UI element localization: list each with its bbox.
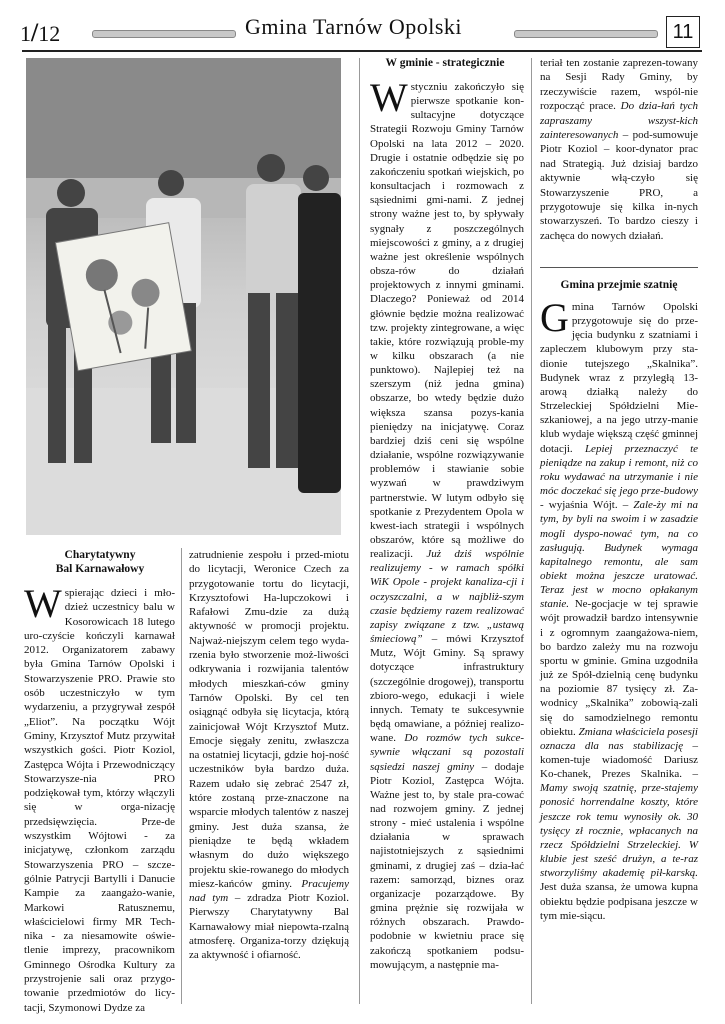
header-bar-left (92, 30, 236, 38)
header-bar-right (514, 30, 658, 38)
column-divider (181, 548, 182, 1004)
article-title: Gmina przejmie szatnię (560, 279, 678, 291)
header-rule (22, 50, 702, 52)
article-column: zatrudnienie zespołu i przed-miotu do licytacji, Weronice Czech za przygotowanie tortu do licytacji, Krzysztofowi Ha-lupczokowi i Rafałowi Zmu-dzie za dużą aktywność w promocji projektu. Najważ-niejszym celem tego wyda-rzenia było stworzenie moż-liwości odkrywania i rozwijania talentów młodych mieszkań-ców gminy Tarnów Opolski. By cel ten osiągnąć odbyła się licytacja, którą zainicjował Wójt Krzysztof Mutz. Emocje sięgały zenitu, zwłaszcza na ostatniej licytacji, gdzie hoj-ność uczestników była bardzo duża. Razem udało się zebrać 2547 zł, które zostaną prze-znaczone na wsparcie młodych talentów z naszej gminy. Jest duża szansa, że pieniądze te będą wkładem własnym do dużo większego projektu skie-rowanego do młodych miesz-kańców gminy. Pracujemy nad tym – zdradza Piotr Koziol. Pierwszy Charytatywny Bal Karnawałowy miał niepowta-rzalną atmosferę. Organiza-torzy dziękują za aktywność i ofiarność. (189, 549, 349, 962)
article-column: Wstyczniu zakończyło się pierwsze spotkanie kon-sultacyjne dotyczące Strategii Rozwoju Gminy Tarnów Opolski na lata 2012 – 2020. Drugie i ostatnie odbędzie się po zakończeniu spotkań wiejskich, po konsultacjach i rozmowach z sąsiednimi gmi-nami. Z jednej strony ważne jest to, by spływały sygnały z poszczególnych miejscowości z gminy, a z drugiej ważne jest określenie wspólnych obsza-rów do działań projektowych z innymi gminami. Dlaczego? Ponieważ od 2014 głównie będzie można realizować tzw. projekty zintegrowane, a więc takie, które rozwiązują proble-my w kilku obszarach (a nie punktowo). Najlepiej też na szerszym (niż jedna gmina) obszarze, bo wtedy będzie dużo większa szansa pozys-kania pieniędzy na inicjatywę. Coraz bardziej dziś ceni się wspólne działanie, wspólne rozwiązywanie problemów i stawianie sobie wyzwań w prawdziwym partnerstwie. W lutym odbyło się spotkanie z Prezydentem Opola w kwest-iach strategii i wspólnych obszarów, które są możliwe do realizacji. Już dziś wspólnie realizujemy - w ramach spółki WiK Opole - projekt kanaliza-cji i oczyszczalni, a w najbliż-szym czasie będziemy razem realizować zapisy związane z tzw. „ustawą śmieciową” – mówi Krzysztof Mutz, Wójt Gminy. Są sprawy dotyczące infrastruktury (szczególnie drogowej), transportu zbioro-wego, edukacji i wiele innych. Tematy te sukcesywnie będą omawiane, a później realizo-wane. Do rozmów tych sukce-sywnie włączani są pozostali sąsiedzi naszej gminy – dodaje Piotr Koziol, Zastępca Wójta. Ważne jest to, by stale pra-cować nad rozwojem gminy. Z jednej strony - mieć ustalenia i wspólne działania w sprawach najistotniejszych z sąsiednimi gminami, z drugiej zaś – dzia-łać razem: samorząd, biznes oraz organizacje pozarządowe. By gmina prężnie się rozwijała w różnych obszarach. Prawdo-podobnie w kwietniu prace się zakończą spotkaniem podsu-mowującym, a następnie ma- (370, 75, 525, 971)
column-divider (531, 58, 532, 1004)
article-separator (540, 267, 698, 268)
event-photo (26, 58, 341, 535)
page-number: 11 (666, 16, 700, 48)
article-column: Wspierając dzieci i mło-dzież uczestnicy balu w Kosorowicach 18 lutego uro-czyście kończyli karnawał 2012. Organizatorem zabawy była Gmina Tarnów Opolski i Stowarzyszenie PRO. Prawie sto osób uczestniczyło w tym wydarzeniu, a przygrywał zespół „Eliot”. Na początku Wójt Gminy, Krzysztof Mutz przywitał wszystkich gości. Piotr Koziol, Zastępca Wójta i Przewodniczący Stowarzysze-nia PRO podziękował tym, którzy włączyli się w orga-nizację przedsięwzięcia. Prze-de wszystkim Wójtowi - za inicjatywę, członkom zarządu Stowarzyszenia PRO – szcze-gólnie Patrycji Bartylli i Danucie Kampie za zaangażo-wanie, Markowi Ratusznemu, właścicielowi firmy MR Tech-nika - za niesamowite oświe-tlenie imprezy, pracownikom Gminnego Ośrodka Kultury za przystrojenie sali oraz przygo-towanie przedmiotów do licy-tacji, Szymonowi Dydze za (24, 581, 175, 1014)
photo-image-icon (26, 58, 341, 535)
article-title: W gminie - strategicznie (385, 57, 505, 69)
column-divider (359, 58, 360, 1004)
page-title: Gmina Tarnów Opolski (245, 14, 463, 39)
issue-number: 1/12 (20, 18, 61, 47)
article-column: teriał ten zostanie zaprezen-towany na Sesji Rady Gminy, by rzeczywiście razem, wspól-nie rozpocząć prace. Do dzia-łań tych zapraszamy wszyst-kich zainteresowanych – pod-sumowuje Piotr Koziol – koor-dynator prac nad Strategią. Już dzisiaj bardzo aktywnie włą-czyło się Stowarzyszenie PRO, a przygotowuje się kilka in-nych stowarzyszeń. To bardzo cieszy i zachęca do nowych działań. (540, 57, 699, 242)
article-title: Charytatywny Bal Karnawałowy (55, 549, 145, 575)
article-column: Gmina Tarnów Opolski przygotowuje się do prze-jęcia budynku z szatniami i zapleczem klubowym przy sta-dionie tutejszego „Skalnika”. Budynek wraz z przyległą 13-arową działką należy do Strzeleckiej Spółdzielni Mie-szkaniowej, a na jego utrzy-manie klub wydaje większą część gminnej dotacji. Lepiej przeznaczyć te pieniądze na zakup i remont, niż co roku wydawać na utrzymanie i nie móc doczekać się jego prze-budowy - wyjaśnia Wójt. – Zale-ży mi na tym, by byli na swoim i w zasadzie mogli dyspo-nować tym, na co zasługują. Budynek wymaga kapitalnego remontu, ale sam obiekt można jeszcze uratować. Teraz jest w mocno opłakanym stanie. Ne-gocjacje w tej sprawie wójt prowadził bardzo intensywnie i z ogromnym zaangażowa-niem, bo bardzo zależy mu na rozwoju sportu w gminie. Gmina uzgodniła już ze Spół-dzielnią cenę budynku na poziomie 87 tysięcy zł. Za-wodnicy „Skalnika” zobowią-zali się do samodzielnego remontu obiektu. Zmiana właściciela posesji oznacza dla nas stabilizację – komen-tuje wiadomość Dariusz Ko-chanek, Prezes Skalnika. – Mamy swoją szatnię, prze-stajemy ponosić horrendalne koszty, które jeszcze rok temu wynosiły ok. 30 tysięcy zł rocznie, wpłacanych na rzecz Spółdzielni Strzeleckiej. W klubie jest sześć drużyn, a te-raz stworzyliśmy akademię pił-karską. Jest duża szansa, że umowa kupna obiektu będzie podpisana jeszcze w tym mie-siącu. (540, 295, 699, 922)
